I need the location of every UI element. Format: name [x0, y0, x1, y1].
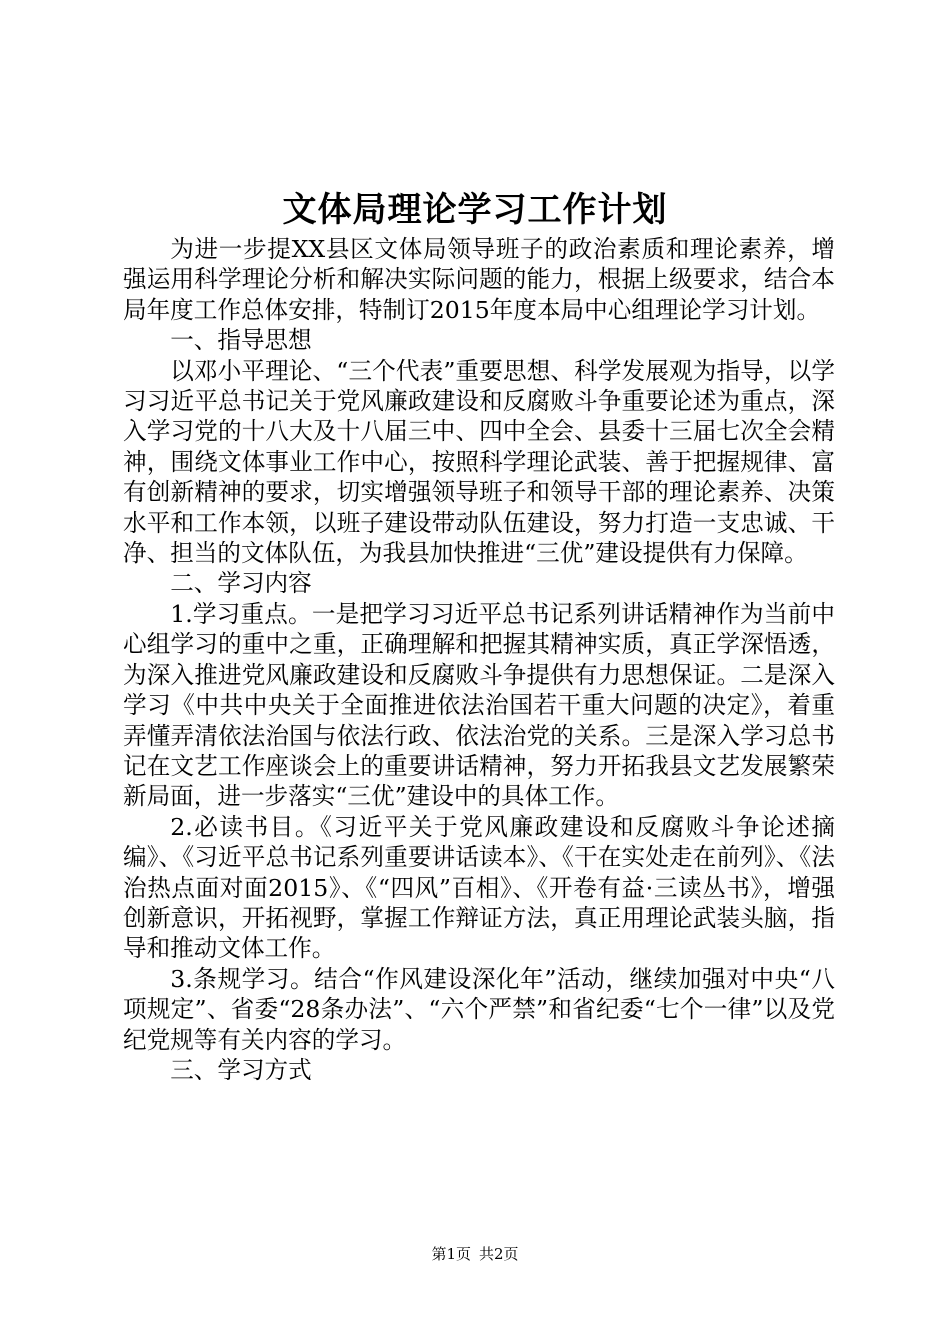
intro-paragraph: 为进一步提XX县区文体局领导班子的政治素质和理论素养，增强运用科学理论分析和解决实际问题的能力，根据上级要求，结合本局年度工作总体安排，特制订2015年度本局中心组理论学习计划。 — [123, 235, 835, 324]
study-focus-paragraph: 1.学习重点。一是把学习习近平总书记系列讲话精神作为当前中心组学习的重中之重，正确理解和把握其精神实质，真正学深悟透，为深入推进党风廉政建设和反腐败斗争提供有力思想保证。二是深入学习《中共中央关于全面推进依法治国若干重大问题的决定》，着重弄懂弄清依法治国与依法行政、依法治党的关系。三是深入学习总书记在文艺工作座谈会上的重要讲话精神，努力开拓我县文艺发展繁荣新局面，进一步落实“三优”建设中的具体工作。 — [123, 599, 835, 811]
section-heading-guiding-thought: 一、指导思想 — [170, 326, 312, 355]
guiding-thought-paragraph: 以邓小平理论、“三个代表”重要思想、科学发展观为指导，以学习习近平总书记关于党风廉政建设和反腐败斗争重要论述为重点，深入学习党的十八大及十八届三中、四中全会、县委十三届七次全会精神，围绕文体事业工作中心，按照科学理论武装、善于把握规律、富有创新精神的要求，切实增强领导班子和领导干部的理论素养、决策水平和工作本领，以班子建设带动队伍建设，努力打造一支忠诚、干净、担当的文体队伍，为我县加快推进“三优”建设提供有力保障。 — [123, 356, 835, 568]
page-total: 共2页 — [479, 1245, 519, 1263]
section-heading-study-method: 三、学习方式 — [170, 1055, 312, 1084]
required-reading-paragraph: 2.必读书目。《习近平关于党风廉政建设和反腐败斗争论述摘编》、《习近平总书记系列重要讲话读本》、《干在实处走在前列》、《法治热点面对面2015》、《“四风”百相》、《开卷有益·三读丛书》，增强创新意识，开拓视野，掌握工作辩证方法，真正用理论武装头脑，指导和推动文体工作。 — [123, 812, 835, 963]
document-title: 文体局理论学习工作计划 — [282, 190, 668, 230]
regulations-study-paragraph: 3.条规学习。结合“作风建设深化年”活动，继续加强对中央“八项规定”、省委“28条办法”、“六个严禁”和省纪委“七个一律”以及党纪党规等有关内容的学习。 — [123, 964, 835, 1054]
section-heading-study-content: 二、学习内容 — [170, 569, 312, 598]
page-number: 第1页 — [431, 1245, 471, 1263]
page-footer — [0, 1244, 950, 1264]
document-body — [123, 234, 835, 1085]
